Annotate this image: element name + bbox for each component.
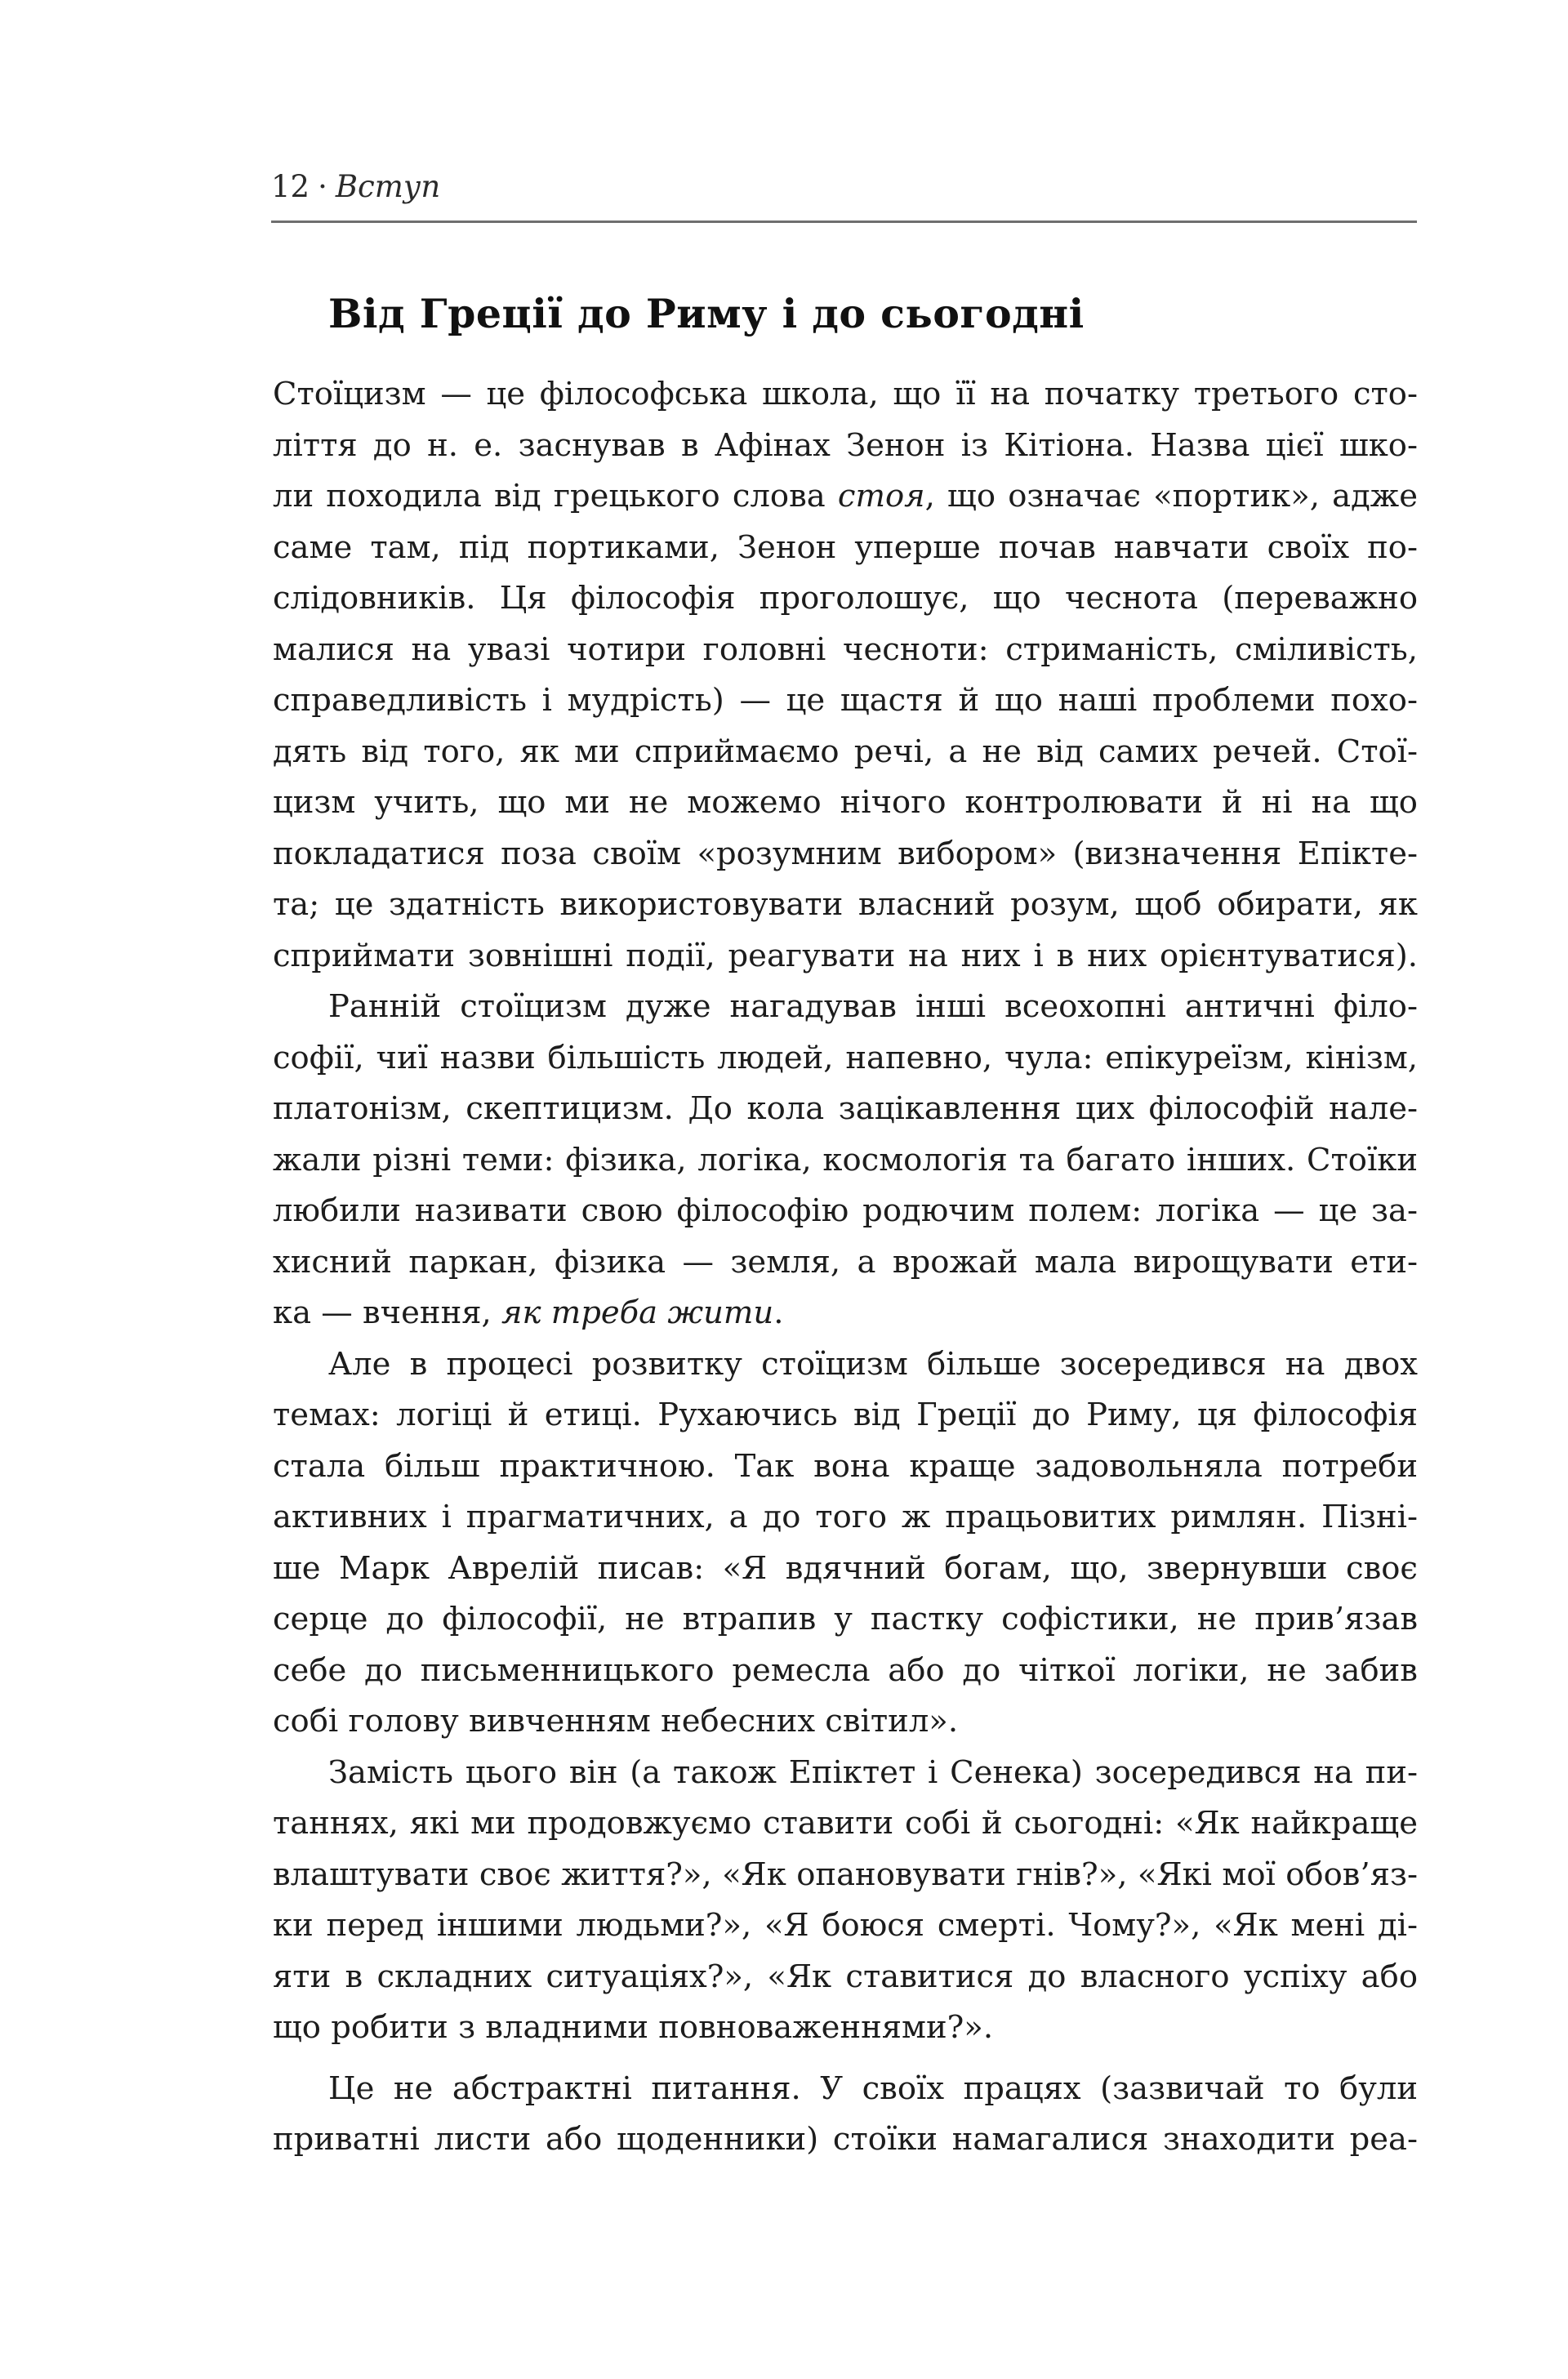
italic-term: як треба жити (501, 1294, 774, 1331)
text-line: таннях, які ми продовжуємо ставити собі й сьогодні: «Як найкраще (273, 1805, 1418, 1842)
text-line: слідовників. Ця філософія проголошує, що чеснота (переважно (273, 580, 1418, 617)
text-line: покладатися поза своїм «розумним вибором» (визначення Епікте- (273, 835, 1418, 872)
text-line: софії, чиї назви більшість людей, напевно, чула: епікуреїзм, кінізм, (273, 1039, 1418, 1076)
text-line: та; це здатність використовувати власний розум, щоб обирати, як (273, 886, 1418, 923)
text-line: темах: логіці й етиці. Рухаючись від Греції до Риму, ця філософія (273, 1397, 1418, 1433)
italic-term: стоя (837, 478, 925, 515)
text-line: платонізм, скептицизм. До кола зацікавлення цих філософій нале- (273, 1090, 1418, 1127)
text-line: дять від того, як ми сприймаємо речі, а не від самих речей. Стої- (273, 733, 1418, 770)
running-head (271, 168, 440, 206)
text-line: Стоїцизм — це філософська школа, що її на початку третього сто- (273, 376, 1418, 412)
text-line: ли походила від грецького слова стоя, що означає «портик», адже (273, 478, 1418, 515)
chapter-heading: Від Греції до Риму і до сьогодні (328, 290, 1085, 337)
text-line: собі голову вивченням небесних світил». (273, 1703, 959, 1740)
text-line: жали різні теми: фізика, логіка, космологія та багато інших. Стоїки (273, 1141, 1418, 1178)
text-line: ка — вчення, як треба жити. (273, 1294, 784, 1331)
text-line: влаштувати своє життя?», «Як опановувати гнів?», «Які мої обов’яз- (273, 1856, 1418, 1893)
text-line: серце до філософії, не втрапив у пастку софістики, не прив’язав (273, 1601, 1418, 1637)
text-line: ше Марк Аврелій писав: «Я вдячний богам, що, звернувши своє (273, 1549, 1418, 1587)
text-line: ки перед іншими людьми?», «Я боюся смерті. Чому?», «Як мені ді- (273, 1907, 1418, 1944)
text-line: яти в складних ситуаціях?», «Як ставитися до власного успіху або (273, 1958, 1418, 1995)
text-line: цизм учить, що ми не можемо нічого контролювати й ні на що (273, 784, 1418, 821)
text-line: приватні листи або щоденники) стоїки намагалися знаходити реа- (273, 2121, 1418, 2158)
text-line: що робити з владними повноваженнями?». (273, 2009, 994, 2046)
text-line: Але в процесі розвитку стоїцизм більше зосередився на двох (328, 1345, 1418, 1383)
text-line: себе до письменницького ремесла або до чіткої логіки, не забив (273, 1651, 1418, 1689)
text-line: любили називати свою філософію родючим полем: логіка — це за- (273, 1192, 1418, 1229)
section-title: Вступ (335, 169, 441, 204)
text-line: справедливість і мудрість) — це щастя й що наші проблеми похо- (273, 682, 1418, 719)
text-line: сприймати зовнішні події, реагувати на них і в них орієнтуватися). (273, 937, 1418, 974)
body-text (273, 369, 1418, 2166)
header-rule (271, 221, 1417, 223)
text-line: Ранній стоїцизм дуже нагадував інші всеохопні античні філо- (328, 988, 1418, 1025)
header-separator: · (318, 169, 327, 204)
text-line: хисний паркан, фізика — земля, а врожай мала вирощувати ети- (273, 1243, 1418, 1281)
text-line: Це не абстрактні питання. У своїх працях (зазвичай то були (328, 2069, 1418, 2107)
text-line: малися на увазі чотири головні чесноти: стриманість, сміливість, (273, 630, 1418, 668)
page-number: 12 (271, 169, 310, 204)
text-line: активних і прагматичних, а до того ж працьовитих римлян. Пізні- (273, 1499, 1418, 1535)
text-line: Замість цього він (а також Епіктет і Сенека) зосередився на пи- (328, 1753, 1418, 1791)
text-line: ліття до н. е. заснував в Афінах Зенон із Кітіона. Назва цієї шко- (273, 426, 1418, 464)
text-line: стала більш практичною. Так вона краще задовольняла потреби (273, 1447, 1418, 1485)
text-line: саме там, під портиками, Зенон уперше почав навчати своїх по- (273, 528, 1418, 566)
